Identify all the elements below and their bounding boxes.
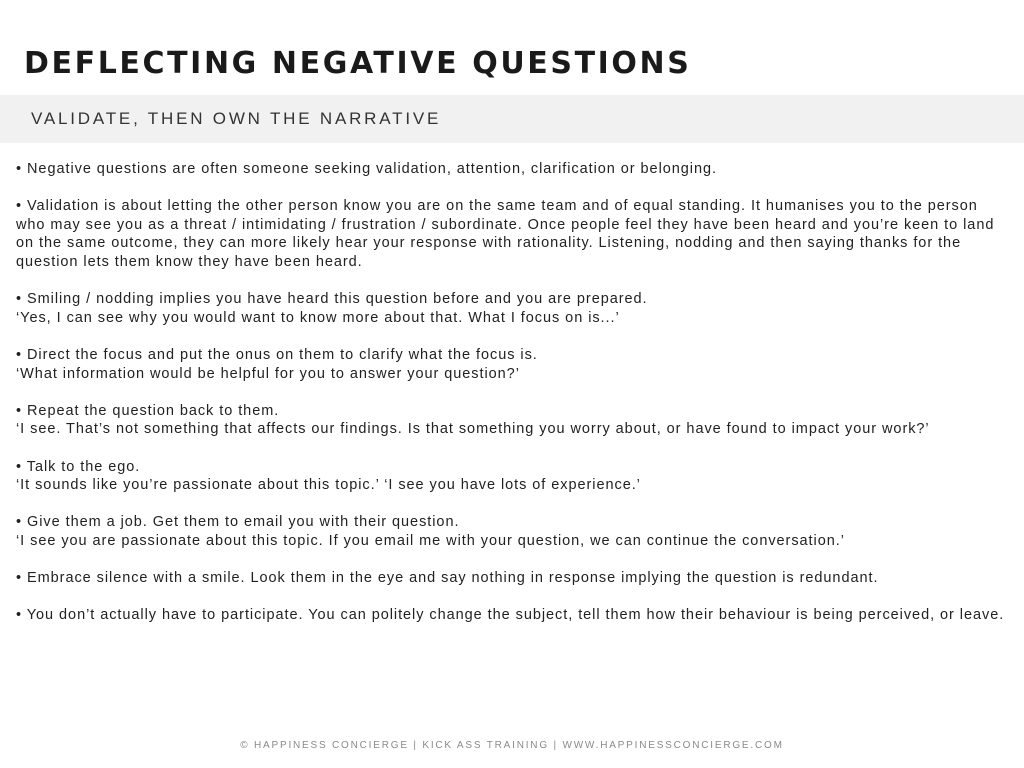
- bullet-text: • Smiling / nodding implies you have heard this question before and you are prepared.: [16, 291, 648, 308]
- bullet-item: [16, 606, 1012, 625]
- bullet-item: [16, 458, 1012, 495]
- bullet-text: • Direct the focus and put the onus on them to clarify what the focus is.: [16, 346, 538, 363]
- bullet-quote: ‘It sounds like you’re passionate about this topic.’ ‘I see you have lots of experience.’: [16, 477, 641, 494]
- bullet-text: • Give them a job. Get them to email you with their question.: [16, 514, 460, 531]
- bullet-text: • Embrace silence with a smile. Look them in the eye and say nothing in response implying the question is redundant.: [16, 570, 879, 587]
- bullet-text: • Repeat the question back to them.: [16, 402, 280, 419]
- slide-subtitle: VALIDATE, THEN OWN THE NARRATIVE: [31, 109, 442, 128]
- bullet-item: [16, 160, 1012, 179]
- bullet-quote: ‘I see you are passionate about this topic. If you email me with your question, we can continue the conversation.’: [16, 532, 845, 549]
- bullet-text: • Negative questions are often someone seeking validation, attention, clarification or belonging.: [16, 161, 717, 177]
- bullet-quote: ‘Yes, I can see why you would want to know more about that. What I focus on is...’: [16, 309, 620, 326]
- bullet-list: [16, 160, 1012, 643]
- bullet-item: [16, 513, 1012, 550]
- bullet-item: [16, 290, 1012, 327]
- bullet-quote: ‘What information would be helpful for you to answer your question?’: [16, 365, 520, 382]
- bullet-text: • Talk to the ego.: [16, 458, 141, 475]
- subtitle-band: [0, 95, 1024, 143]
- bullet-item: [16, 197, 1012, 271]
- bullet-item: [16, 569, 1012, 588]
- slide-title: DEFLECTING NEGATIVE QUESTIONS: [24, 46, 692, 81]
- bullet-quote: ‘I see. That’s not something that affects our findings. Is that something you worry about, or have found to impact your work?’: [16, 421, 930, 438]
- footer-copyright: © HAPPINESS CONCIERGE | KICK ASS TRAINING | WWW.HAPPINESSCONCIERGE.COM: [240, 740, 784, 751]
- bullet-text: • You don’t actually have to participate. You can politely change the subject, tell them how their behaviour is being perceived, or leave.: [16, 607, 1005, 624]
- bullet-item: [16, 346, 1012, 383]
- bullet-text: • Validation is about letting the other person know you are on the same team and of equal standing. It humanises you to the person who may see you as a threat / intimidating / frustration / subordinate. Once people feel they have been heard and you’re keen to land on the same outcome, they can more likely hear your response with rationality. Listening, nodding and then saying thanks for the question lets them know they have been heard.: [16, 198, 1000, 270]
- bullet-item: [16, 402, 1012, 439]
